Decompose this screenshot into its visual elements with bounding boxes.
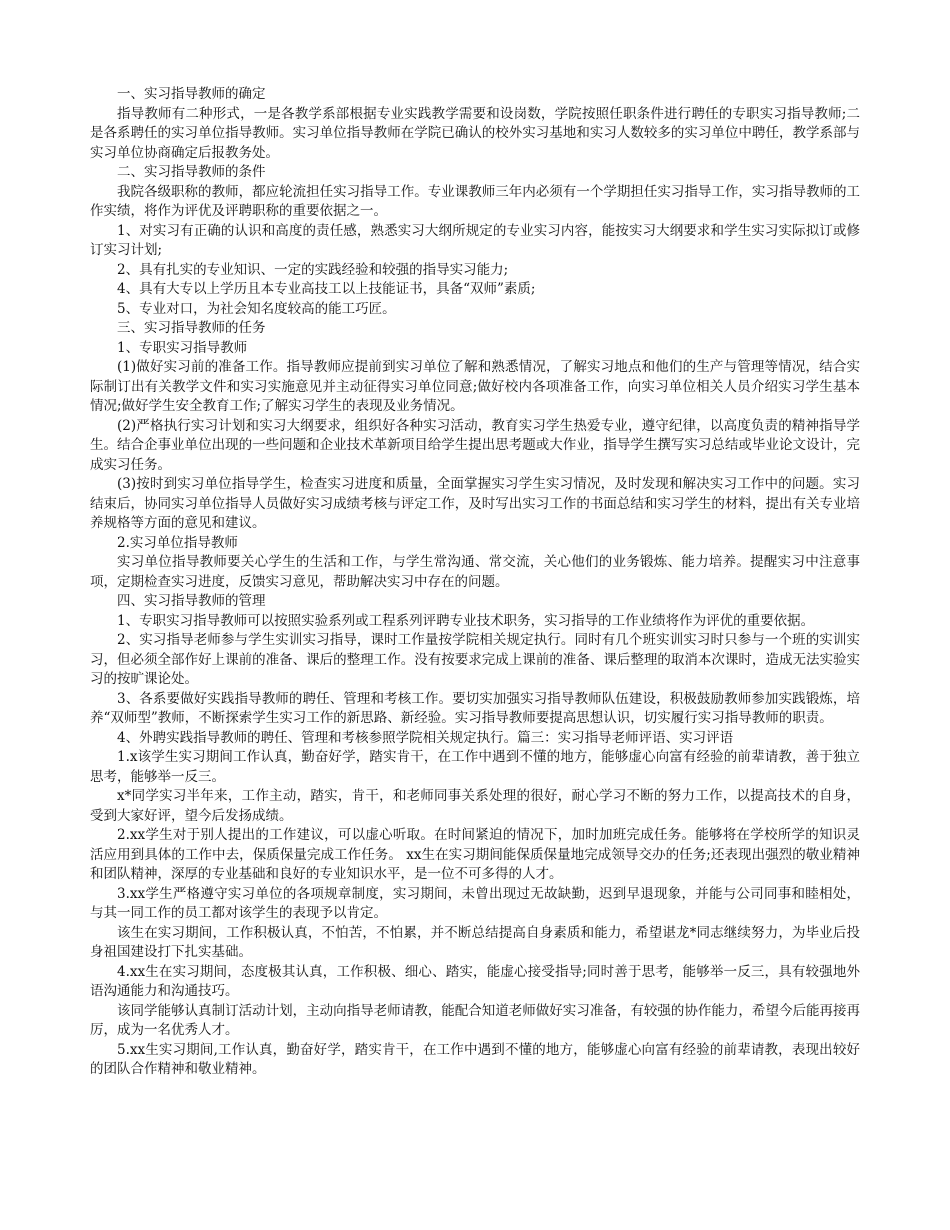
section-heading: 一、实习指导教师的确定 [117,86,266,102]
evaluation-paragraph: 2.xx学生对于别人提出的工作建议，可以虚心听取。在时间紧迫的情况下，加时加班完成任务。能够将在学校所学的知识灵活应用到具体的工作中去，保质保量完成工作任务。 xx生在实习期间能保质保量地完成领导交办的任务;还表现出强烈的敬业精神和团队精神，深厚的专业基础和良好的专业知识水平，是一位不可多得的人才。 [90,827,860,882]
list-item: (2)严格执行实习计划和实习大纲要求，组织好各种实习活动，教育实习学生热爱专业，遵守纪律，以高度负责的精神指导学生。结合企事业单位出现的一些问题和企业技术革新项目给学生提出思考题或大作业，指导学生撰写实习总结或毕业论文设计，完成实习任务。 [90,417,860,473]
evaluation-paragraph: 4.xx生在实习期间，态度极其认真，工作积极、细心、踏实，能虚心接受指导;同时善于思考，能够举一反三，具有较强地外语沟通能力和沟通技巧。 [90,963,860,999]
list-item: (3)按时到实习单位指导学生，检查实习进度和质量，全面掌握实习学生实习情况，及时发现和解决实习工作中的问题。实习结束后，协同实习单位指导人员做好实习成绩考核与评定工作，及时写出实习工作的书面总结和实习学生的材料，提出有关专业培养规格等方面的意见和建议。 [90,476,860,531]
subsection-heading: 1、专职实习指导教师 [117,339,248,356]
list-item: 5、专业对口，为社会知名度较高的能工巧匠。 [117,300,396,317]
list-item: 4、外聘实践指导教师的聘任、管理和考核参照学院相关规定执行。篇三：实习指导老师评语、实习评语 [117,729,734,746]
section-heading: 三、实习指导教师的任务 [117,320,266,336]
section-heading: 四、实习指导教师的管理 [117,593,266,609]
evaluation-paragraph: 该同学能够认真制订活动计划，主动向指导老师请教，能配合知道老师做好实习准备，有较强的协作能力，希望今后能再接再厉，成为一名优秀人才。 [90,1002,860,1038]
evaluation-paragraph: x*同学实习半年来，工作主动，踏实，肯干，和老师同事关系处理的很好，耐心学习不断的努力工作，以提高技术的自身，受到大家好评，望今后发扬成绩。 [90,788,860,824]
body-paragraph: 实习单位指导教师要关心学生的生活和工作，与学生常沟通、常交流，关心他们的业务锻炼、能力培养。提醒实习中注意事项，定期检查实习进度，反馈实习意见，帮助解决实习中存在的问题。 [90,554,860,590]
list-item: 2、具有扎实的专业知识、一定的实践经验和较强的指导实习能力; [117,261,509,278]
evaluation-paragraph: 该生在实习期间，工作积极认真，不怕苦，不怕累，并不断总结提高自身素质和能力，希望谌龙*同志继续努力，为毕业后投身祖国建设打下扎实基础。 [90,924,860,960]
list-item: 1、对实习有正确的认识和高度的责任感，熟悉实习大纲所规定的专业实习内容，能按实习大纲要求和学生实习实际拟订或修订实习计划; [90,222,860,258]
list-item: 3、各系要做好实践指导教师的聘任、管理和考核工作。要切实加强实习指导教师队伍建设，积极鼓励教师参加实践锻炼，培养“双师型”教师，不断探索学生实习工作的新思路、新经验。实习指导教师要提高思想认识，切实履行实习指导教师的职责。 [90,690,860,726]
list-item: 1、专职实习指导教师可以按照实验系列或工程系列评聘专业技术职务，实习指导的工作业绩将作为评优的重要依据。 [117,612,815,629]
subsection-heading: 2.实习单位指导教师 [117,534,238,551]
evaluation-paragraph: 3.xx学生严格遵守实习单位的各项规章制度，实习期间，未曾出现过无故缺勤，迟到早退现象，并能与公司同事和睦相处，与其一同工作的员工都对该学生的表现予以肯定。 [90,885,860,921]
section-heading: 二、实习指导教师的条件 [117,164,266,180]
list-item: (1)做好实习前的准备工作。指导教师应提前到实习单位了解和熟悉情况，了解实习地点和他们的生产与管理等情况，结合实际制订出有关教学文件和实习实施意见并主动征得实习单位同意;做好校内各项准备工作，向实习单位相关人员介绍实习学生基本情况;做好学生安全教育工作;了解实习学生的表现及业务情况。 [90,359,860,414]
list-item: 4、具有大专以上学历且本专业高技工以上技能证书，具备“双师”素质; [117,281,536,297]
list-item: 2、实习指导老师参与学生实训实习指导，课时工作量按学院相关规定执行。同时有几个班实训实习时只参与一个班的实训实习，但必须全部作好上课前的准备、课后的整理工作。没有按要求完成上课前的准备、课后整理的取消本次课时，造成无法实验实习的按旷课论处。 [90,632,860,687]
body-paragraph: 指导教师有二种形式，一是各教学系部根据专业实践教学需要和设岗数，学院按照任职条件进行聘任的专职实习指导教师;二是各系聘任的实习单位指导教师。实习单位指导教师在学院已确认的校外实习基地和实习人数较多的实习单位中聘任，教学系部与实习单位协商确定后报教务处。 [90,105,860,161]
evaluation-paragraph: 1.x该学生实习期间工作认真，勤奋好学，踏实肯干，在工作中遇到不懂的地方，能够虚心向富有经验的前辈请教，善于独立思考，能够举一反三。 [90,749,860,785]
evaluation-paragraph: 5.xx生实习期间,工作认真，勤奋好学，踏实肯干，在工作中遇到不懂的地方，能够虚心向富有经验的前辈请教，表现出较好的团队合作精神和敬业精神。 [90,1041,860,1077]
body-paragraph: 我院各级职称的教师，都应轮流担任实习指导工作。专业课教师三年内必须有一个学期担任实习指导工作，实习指导教师的工作实绩，将作为评优及评聘职称的重要依据之一。 [90,183,860,219]
